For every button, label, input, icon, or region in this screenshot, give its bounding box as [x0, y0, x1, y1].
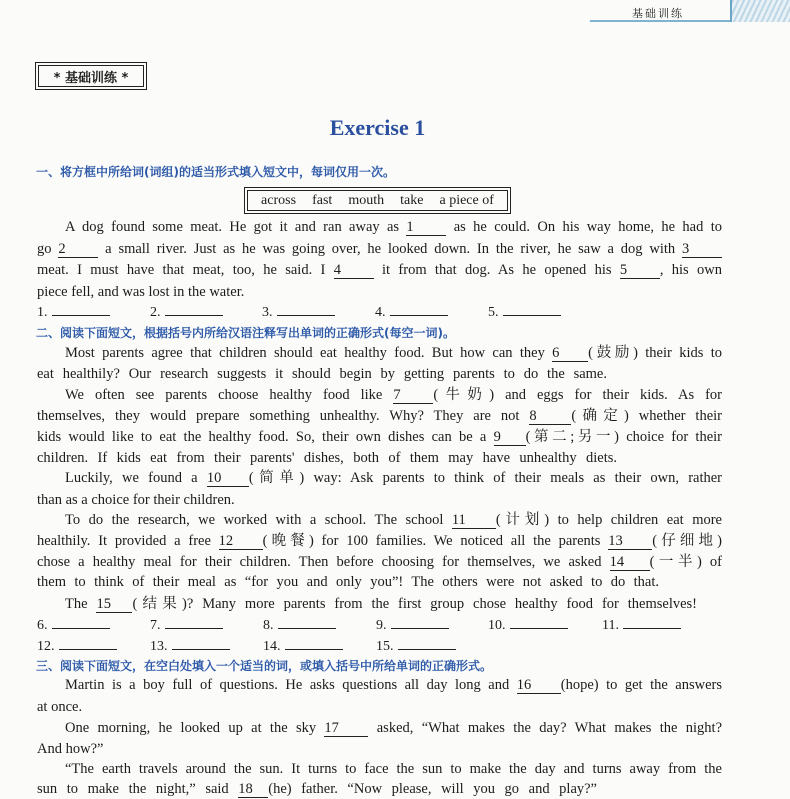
paragraph-line: Luckily, we found a 10 (简单) way: Ask parents to think of their meals as their own, rather [65, 470, 722, 486]
paragraph-line: One morning, he looked up at the sky 17 asked, “What makes the day? What makes the night? [65, 720, 723, 736]
part1-heading: 一、将方框中所给词(词组)的适当形式填入短文中，每词仅用一次。 [36, 165, 395, 179]
paragraph-line: Most parents agree that children should eat healthy food. But how can they 6 (鼓励) their kids to [65, 345, 722, 361]
answer-slot[interactable]: 2. [150, 303, 223, 321]
answer-slot[interactable]: 6. [37, 616, 110, 634]
page-title: Exercise 1 [329, 115, 426, 140]
blank-14[interactable]: 14 [610, 554, 650, 571]
paragraph-line: piece fell, and was lost in the water. [37, 284, 245, 300]
answer-slot[interactable]: 11. [602, 616, 681, 634]
paragraph-line: go 2 a small river. Just as he was going over, he looked down. In the river, he saw a dog with 3 [37, 239, 722, 259]
blank-18[interactable]: 18 [238, 781, 268, 798]
word-item: take [400, 192, 424, 208]
blank-12[interactable]: 12 [219, 533, 263, 550]
word-item: fast [312, 192, 333, 208]
paragraph-line: chose a healthy meal for their children. Then before choosing for themselves, we asked 14 (一半) of [37, 554, 722, 570]
answer-slot[interactable]: 12. [37, 637, 117, 655]
part3-heading: 三、阅读下面短文，在空白处填入一个适当的词，或填入括号中所给单词的正确形式。 [36, 659, 493, 673]
blank-15[interactable]: 15 [96, 596, 132, 613]
blank-2[interactable]: 2 [58, 241, 98, 258]
blank-5[interactable]: 5 [620, 262, 660, 279]
paragraph-line: The 15 (结果)? Many more parents from the first group chose healthy food for themselves! [65, 596, 698, 612]
answer-slot[interactable]: 3. [262, 303, 335, 321]
part2-heading: 二、阅读下面短文，根据括号内所给汉语注释写出单词的正确形式(每空一词)。 [36, 326, 455, 340]
header-decoration [730, 0, 790, 22]
blank-1[interactable]: 1 [406, 219, 446, 236]
paragraph-line: We often see parents choose healthy food like 7 (牛奶) and eggs for their kids. As for [65, 387, 723, 403]
word-item: a piece of [439, 192, 494, 208]
header-rule [590, 20, 740, 22]
blank-8[interactable]: 8 [529, 408, 571, 425]
blank-13[interactable]: 13 [608, 533, 652, 550]
blank-11[interactable]: 11 [452, 512, 496, 529]
answer-slot[interactable]: 10. [488, 616, 568, 634]
blank-3[interactable]: 3 [682, 241, 722, 258]
blank-4[interactable]: 4 [334, 262, 374, 279]
paragraph-line: them to think of their meal as “for you and only you”! The others were not asked to do that. [37, 574, 659, 590]
answer-slot[interactable]: 8. [263, 616, 336, 634]
answer-slot[interactable]: 15. [376, 637, 456, 655]
paragraph-line: And how?” [37, 741, 104, 757]
header-label: 基础训练 [632, 7, 684, 20]
paragraph-line: eat healthily? Our research suggests it should begin by getting parents to do the same. [37, 366, 607, 382]
blank-7[interactable]: 7 [393, 387, 433, 404]
answer-slot[interactable]: 13. [150, 637, 230, 655]
blank-10[interactable]: 10 [207, 470, 249, 487]
paragraph-line: sun to make the night,” said 18 (he) father. “Now please, will you go and play?” [37, 781, 597, 797]
word-item: mouth [348, 192, 385, 208]
word-item: across [261, 192, 297, 208]
section-label-box: * 基础训练 * [35, 62, 147, 90]
paragraph-line: kids would like to eat the healthy food. So, their own dishes can be a 9 (第二;另一) choice for their [37, 429, 722, 445]
blank-9[interactable]: 9 [494, 429, 526, 446]
answer-slot[interactable]: 7. [150, 616, 223, 634]
paragraph-line: “The earth travels around the sun. It turns to face the sun to make the day and turns away from the [65, 761, 722, 777]
answer-slot[interactable]: 9. [376, 616, 449, 634]
paragraph-line: healthily. It provided a free 12 (晚餐) for 100 families. We noticed all the parents 13 (仔细地) [37, 533, 722, 549]
blank-17[interactable]: 17 [324, 720, 368, 737]
word-box [244, 187, 511, 214]
page-header [590, 0, 790, 22]
answer-slot[interactable]: 4. [375, 303, 448, 321]
answer-slot[interactable]: 14. [263, 637, 343, 655]
paragraph-line: at once. [37, 699, 83, 715]
paragraph-line: Martin is a boy full of questions. He asks questions all day long and 16 (hope) to get the answers [65, 677, 722, 693]
paragraph-line: themselves, they would prepare something unhealthy. Why? They are not 8 (确定) whether their [37, 408, 722, 424]
paragraph-line: than as a choice for their children. [37, 492, 235, 508]
blank-6[interactable]: 6 [552, 345, 588, 362]
blank-16[interactable]: 16 [517, 677, 561, 694]
answer-slot[interactable]: 5. [488, 303, 561, 321]
paragraph-line: A dog found some meat. He got it and ran away as 1 as he could. On his way home, he had to [65, 219, 722, 235]
answer-slot[interactable]: 1. [37, 303, 110, 321]
paragraph-line: meat. I must have that meat, too, he said. I 4 it from that dog. As he opened his 5 , his own [37, 262, 723, 278]
paragraph-line: To do the research, we worked with a school. The school 11 (计划) to help children eat more [65, 512, 722, 528]
paragraph-line: children. If kids eat from their parents' dishes, both of them may have unhealthy diets. [37, 450, 617, 466]
